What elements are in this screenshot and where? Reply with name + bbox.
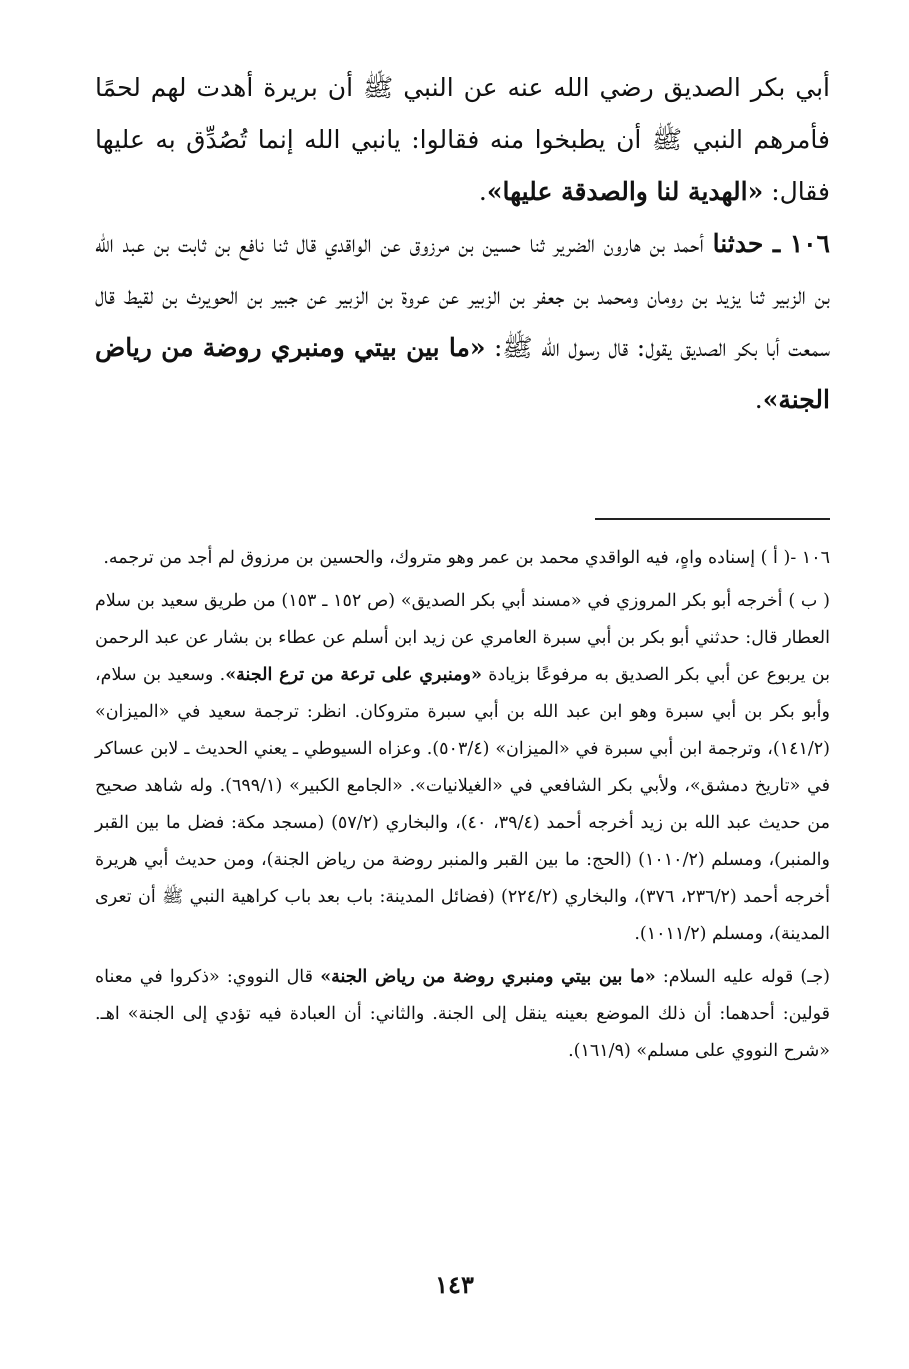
text-run: أبي بكر الصديق رضي الله عنه عن النبي ﷺ أن بريرة أهدت لهم لحمًا فأمرهم النبي ﷺ أن يطبخوا منه فقالوا: يانبي الله إنما تُصُدِّق به عليها فقال: (95, 73, 830, 206)
page (95, 62, 831, 1061)
text-run: . وسعيد بن سلام، وأبو بكر بن أبي سبرة وهو ابن عبد الله بن أبي سبرة متروكان. انظر: ترجمة سعيد في «الميزان» (١٤١/٢)، وترجمة ابن أبي سبرة في «الميزان» (٥٠٣/٤). وعزاه السيوطي ـ يعني الحديث ـ لابن عساكر في «تاريخ دمشق»، ولأبي بكر الشافعي في «الغيلانيات». «الجامع الكبير» (٦٩٩/١). وله شاهد صحيح من حديث عبد الله بن زيد أخرجه أحمد (٣٩/٤، ٤٠)، والبخاري (٥٧/٢) (مسجد مكة: فضل ما بين القبر والمنبر)، ومسلم (١٠١٠/٢) (الحج: ما بين القبر والمنبر روضة من رياض الجنة)، ومن حديث أبي هريرة أخرجه أحمد (٢٣٦/٢، ٣٧٦)، والبخاري (٢٢٤/٢) (فضائل المدينة: باب بعد باب كراهية النبي ﷺ أن تعرى المدينة)، ومسلم (١٠١١/٢). (95, 665, 830, 944)
text-run: . (754, 385, 763, 414)
text-run: ( ب ) أخرجه أبو بكر المروزي في «مسند أبي بكر الصديق» (ص ١٥٢ ـ ١٥٣) من طريق سعيد بن سلام العطار قال: حدثني أبو بكر بن أبي سبرة العامري عن زيد ابن أسلم عن عطاء بن بشار عن عبد الرحمن بن يربوع عن أبي بكر الصديق به مرفوعًا بزيادة (95, 591, 831, 685)
bold-quote: «الهدية لنا والصدقة عليها» (486, 177, 764, 206)
footnote-a: ١٠٦ -( أ ) إسناده واهٍ، فيه الواقدي محمد بن عمر وهو متروك، والحسين بن مرزوق لم أجد من ترجمه. (103, 548, 830, 568)
footnotes (95, 540, 830, 1076)
main-text (95, 62, 830, 426)
text-run: (جـ) قوله عليه السلام: (655, 967, 831, 987)
bold-quote: «ما بين بيتي ومنبري روضة من رياض الجنة» (95, 333, 830, 414)
footnote-c (95, 959, 830, 1070)
hadith-number: ١٠٦ ـ حدثنا (712, 229, 830, 258)
footnote-separator (595, 518, 830, 520)
bold-quote: «ما بين بيتي ومنبري روضة من رياض الجنة» (320, 967, 656, 987)
bold-quote: «ومنبري على ترعة من ترع الجنة» (225, 665, 482, 685)
text-run: أحمد بن هارون الضرير ثنا حسين بن مرزوق عن الواقدي قال ثنا نافع بن ثابت بن عبد الله بن الزبير ثنا يزيد بن رومان ومحمد بن جعفر بن الزبير عن عروة بن الزبير عن جبير بن الحويرث بن لقيط قال سمعت أبا بكر الصديق يقول: قال رسول الله ﷺ: (95, 229, 830, 362)
footnote-b (95, 583, 830, 953)
paragraph-hadith-105-end (95, 62, 830, 218)
text-run: . (478, 177, 487, 206)
paragraph-hadith-106 (95, 218, 830, 426)
text-run: قال النووي: «ذكروا في معناه قولين: أحدهما: أن ذلك الموضع بعينه ينقل إلى الجنة. والثاني: أن العبادة فيه تؤدي إلى الجنة» اهـ. «شرح النووي على مسلم» (١٦١/٩). (95, 967, 830, 1061)
page-number: ١٤٣ (435, 1270, 474, 1299)
